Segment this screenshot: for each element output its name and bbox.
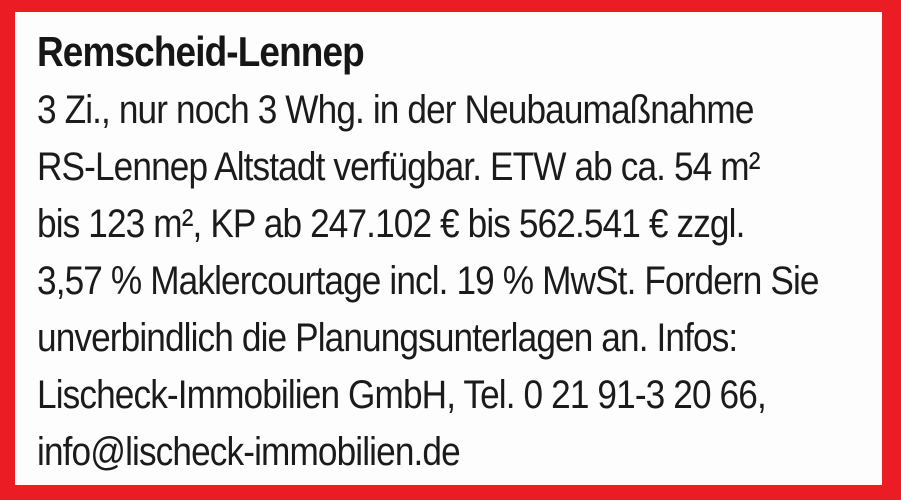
ad-text-line: Lischeck-Immobilien GmbH, Tel. 0 21 91-3 20 66, xyxy=(37,373,766,417)
ad-text-line: RS-Lennep Altstadt verfügbar. ETW ab ca. 54 m² xyxy=(37,145,760,189)
ad-text-line: unverbindlich die Planungsunterlagen an. Infos: xyxy=(37,316,738,360)
ad-email-line: info@lischeck-immobilien.de xyxy=(37,430,460,474)
classified-ad-content xyxy=(15,12,882,485)
ad-title: Remscheid-Lennep xyxy=(37,28,364,75)
ad-text-line: bis 123 m², KP ab 247.102 € bis 562.541 € zzgl. xyxy=(37,202,745,246)
ad-text-line: 3 Zi., nur noch 3 Whg. in der Neubaumaßnahme xyxy=(37,88,754,132)
ad-text-line: 3,57 % Maklercourtage incl. 19 % MwSt. Fordern Sie xyxy=(37,259,819,303)
